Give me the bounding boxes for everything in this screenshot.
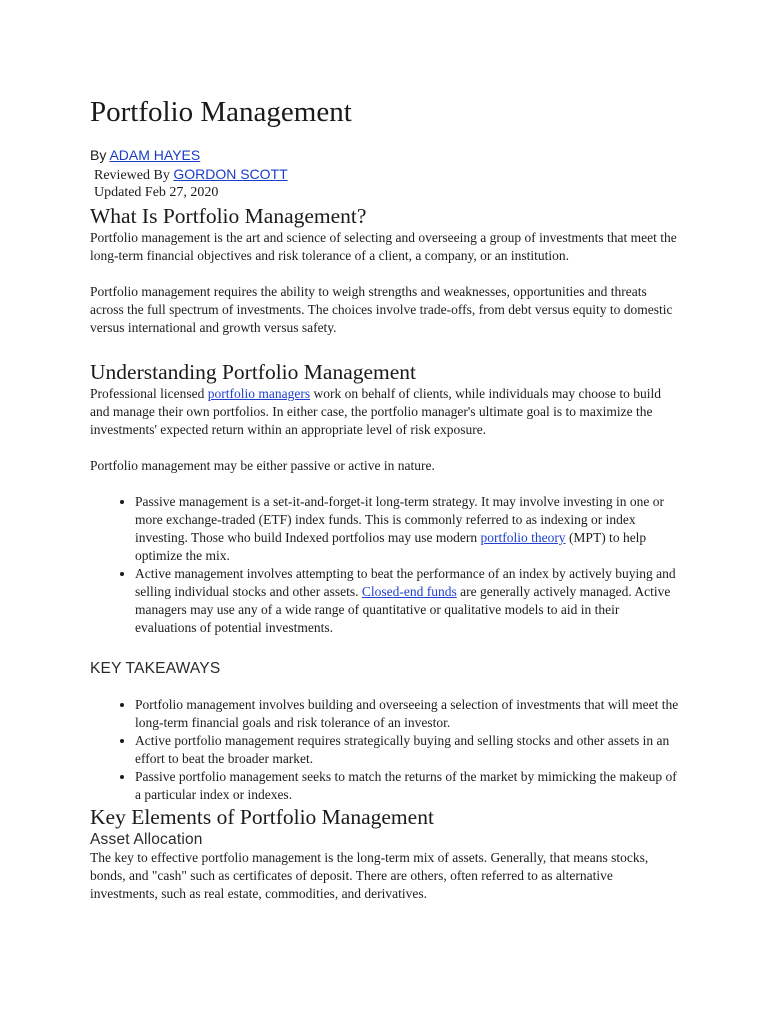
key-takeaways-heading: KEY TAKEAWAYS bbox=[90, 660, 221, 677]
portfolio-theory-link[interactable]: portfolio theory bbox=[480, 530, 566, 545]
paragraph: Portfolio management may be either passive or active in nature. bbox=[90, 458, 435, 473]
byline-reviewer-line bbox=[90, 166, 288, 185]
list-item: • Active portfolio management requires strategically buying and selling stocks and other assets in an effort to beat the broader market. bbox=[135, 732, 680, 768]
paragraph: Portfolio management is the art and science of selecting and overseeing a group of investments that meet the long-term financial objectives and risk tolerance of a client, a company, or an institution. bbox=[90, 230, 677, 263]
management-types-list bbox=[90, 493, 680, 637]
section-heading-key-elements: Key Elements of Portfolio Management bbox=[90, 805, 434, 829]
key-takeaways-list bbox=[90, 696, 680, 804]
paragraph: The key to effective portfolio management is the long-term mix of assets. Generally, that means stocks, bonds, and "cash" such as certificates of deposit. There are others, often referred to as alternative investments, such as real estate, commodities, and derivatives. bbox=[90, 850, 649, 901]
article-body bbox=[90, 203, 680, 903]
page-title: Portfolio Management bbox=[90, 96, 352, 128]
updated-date: Updated Feb 27, 2020 bbox=[94, 185, 219, 200]
closed-end-funds-link[interactable]: Closed-end funds bbox=[361, 584, 457, 599]
section-heading-understanding: Understanding Portfolio Management bbox=[90, 360, 417, 384]
by-label: By bbox=[90, 147, 110, 163]
byline-author-line bbox=[90, 147, 288, 166]
byline bbox=[90, 147, 288, 202]
list-item: • Passive portfolio management seeks to match the returns of the market by mimicking the makeup of a particular index or indexes. bbox=[135, 768, 680, 804]
paragraph: Professional licensed portfolio managers work on behalf of clients, while individuals may choose to build and manage their own portfolios. In either case, the portfolio manager's ultimate goal is to maximize the investments' expected return within an appropriate level of risk exposure. bbox=[90, 386, 662, 437]
author-link[interactable]: ADAM HAYES bbox=[109, 147, 201, 163]
list-item: • Portfolio management involves building and overseeing a selection of investments that will meet the long-term financial goals and risk tolerance of an investor. bbox=[135, 696, 680, 732]
reviewed-by-label: Reviewed By bbox=[94, 167, 174, 183]
paragraph: Portfolio management requires the ability to weigh strengths and weaknesses, opportunities and threats across the full spectrum of investments. The choices involve trade-offs, from debt versus equity to domestic versus international and growth versus safety. bbox=[90, 284, 673, 335]
list-item: • Passive management is a set-it-and-forget-it long-term strategy. It may involve investing in one or more exchange-traded (ETF) index funds. This is commonly referred to as indexing or index investing. Those who build Indexed portfolios may use modern portfolio theory (MPT) to help optimize the mix. bbox=[135, 493, 680, 565]
portfolio-managers-link[interactable]: portfolio managers bbox=[207, 386, 311, 401]
reviewer-link[interactable]: GORDON SCOTT bbox=[173, 165, 288, 182]
subheading-asset-allocation: Asset Allocation bbox=[90, 831, 203, 848]
list-item: • Active management involves attempting to beat the performance of an index by actively buying and selling individual stocks and other assets. Closed-end funds are generally actively managed. Active managers may use any of a wide range of quantitative or qualitative models to aid in their evaluations of potential investments. bbox=[135, 565, 680, 637]
section-heading-what-is: What Is Portfolio Management? bbox=[90, 204, 367, 228]
